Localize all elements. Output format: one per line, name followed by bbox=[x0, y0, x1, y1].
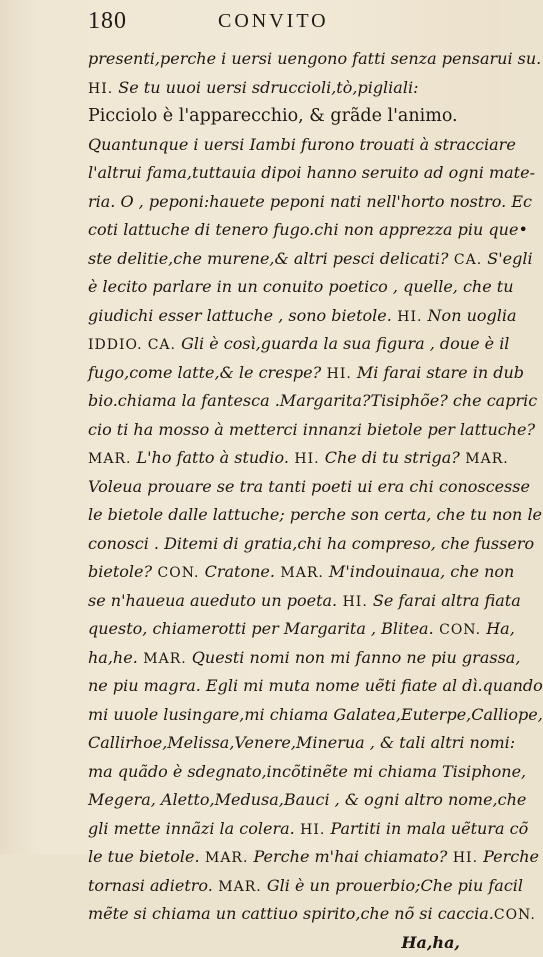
text-run: questo, chiamerotti per Margarita , Blitea. bbox=[88, 619, 434, 638]
text-run: Mi farai stare in dub bbox=[352, 363, 524, 382]
page-number: 180 bbox=[88, 8, 127, 35]
text-line bbox=[88, 501, 464, 530]
text-run: gli mette innãzi la colera. bbox=[88, 819, 295, 838]
text-run: l'altrui fama,tuttauia dipoi hanno seruito ad ogni mate- bbox=[88, 163, 535, 182]
text-line bbox=[88, 188, 464, 217]
speaker-label: HI. bbox=[392, 309, 423, 325]
text-run: Perche m'hai chiamato? bbox=[248, 847, 447, 866]
text-line bbox=[88, 102, 464, 131]
text-run: Quantunque i uersi Iambi furono trouati à stracciare bbox=[88, 135, 516, 154]
text-run: se n'haueua aueduto un poeta. bbox=[88, 591, 337, 610]
catchword: Ha,ha, bbox=[88, 929, 464, 957]
text-run: Se tu uuoi uersi sdruccioli,tò,pigliali: bbox=[113, 78, 418, 97]
text-line bbox=[88, 900, 464, 929]
text-line bbox=[88, 131, 464, 160]
speaker-label: MAR. bbox=[460, 451, 509, 467]
speaker-label: HI. bbox=[337, 594, 368, 610]
text-line bbox=[88, 45, 464, 74]
speaker-label: MAR. bbox=[88, 451, 131, 467]
text-run: Cratone. bbox=[200, 562, 275, 581]
text-run: Non uoglia bbox=[422, 306, 516, 325]
text-run: L'ho fatto à studio. bbox=[131, 448, 289, 467]
speaker-label: MAR. bbox=[213, 879, 262, 895]
page-header bbox=[88, 8, 460, 38]
text-line bbox=[88, 245, 464, 274]
text-run: ne piu magra. Egli mi muta nome uẽti fiate al dì.quando bbox=[88, 676, 543, 695]
text-line bbox=[88, 587, 464, 616]
speaker-label: CON. bbox=[152, 565, 199, 581]
text-run: ste delitie,che murene,& altri pesci delicati? bbox=[88, 249, 448, 268]
speaker-label: HI. bbox=[289, 451, 320, 467]
text-run: presenti,perche i uersi uengono fatti senza pensarui su. bbox=[88, 49, 541, 68]
text-line bbox=[88, 729, 464, 758]
text-line bbox=[88, 444, 464, 473]
text-line bbox=[88, 216, 464, 245]
text-run: le tue bietole. bbox=[88, 847, 200, 866]
text-line bbox=[88, 387, 464, 416]
text-line bbox=[88, 530, 464, 559]
text-run: M'indouinaua, che non bbox=[324, 562, 515, 581]
text-run: Gli è un prouerbio;Che piu facil bbox=[262, 876, 523, 895]
text-line bbox=[88, 672, 464, 701]
text-run: bietole? bbox=[88, 562, 152, 581]
text-line bbox=[88, 473, 464, 502]
text-run: cio ti ha mosso à metterci innanzi bietole per lattuche? bbox=[88, 420, 535, 439]
running-head: CONVITO bbox=[218, 10, 329, 33]
text-line bbox=[88, 416, 464, 445]
text-line bbox=[88, 843, 464, 872]
text-run: le bietole dalle lattuche; perche son certa, che tu non le bbox=[88, 505, 542, 524]
speaker-label: IDDIO. bbox=[88, 337, 143, 353]
text-run: coti lattuche di tenero fugo.chi non apprezza piu que• bbox=[88, 220, 528, 239]
text-run: Picciolo è l'apparecchio, & grãde l'animo. bbox=[88, 106, 458, 126]
text-run: Che di tu striga? bbox=[320, 448, 460, 467]
text-run: mi uuole lusingare,mi chiama Galatea,Euterpe,Calliope, bbox=[88, 705, 543, 724]
speaker-label: HI. bbox=[88, 81, 113, 97]
speaker-label: HI. bbox=[321, 366, 352, 382]
text-run: conosci . Ditemi di gratia,chi ha compreso, che fussero bbox=[88, 534, 534, 553]
text-run: giudichi esser lattuche , sono bietole. bbox=[88, 306, 392, 325]
text-run: Megera, Aletto,Medusa,Bauci , & ogni altro nome,che bbox=[88, 790, 526, 809]
text-line bbox=[88, 302, 464, 331]
text-run: tornasi adietro. bbox=[88, 876, 213, 895]
text-body bbox=[88, 45, 464, 957]
text-line bbox=[88, 786, 464, 815]
text-run: Questi nomi non mi fanno ne piu grassa, bbox=[187, 648, 521, 667]
text-run: Partiti in mala uẽtura cõ bbox=[325, 819, 528, 838]
text-line bbox=[88, 872, 464, 901]
text-line bbox=[88, 615, 464, 644]
text-run: fugo,come latte,& le crespe? bbox=[88, 363, 321, 382]
text-line bbox=[88, 330, 464, 359]
text-run: Ha, bbox=[481, 619, 515, 638]
text-line bbox=[88, 159, 464, 188]
speaker-label: HI. bbox=[447, 850, 478, 866]
speaker-label: CON. bbox=[494, 907, 536, 923]
text-run: ma quãdo è sdegnato,incõtinẽte mi chiama Tisiphone, bbox=[88, 762, 526, 781]
speaker-label: MAR. bbox=[200, 850, 249, 866]
speaker-label: CON. bbox=[434, 622, 481, 638]
text-line bbox=[88, 74, 464, 103]
text-run: Callirhoe,Melissa,Venere,Minerua , & tali altri nomi: bbox=[88, 733, 515, 752]
text-run: ha,he. bbox=[88, 648, 138, 667]
text-run: ria. O , peponi:hauete peponi nati nell'horto nostro. Ec bbox=[88, 192, 532, 211]
text-line bbox=[88, 558, 464, 587]
text-run: Gli è così,guarda la sua figura , doue è il bbox=[176, 334, 509, 353]
text-run: Perche bbox=[478, 847, 539, 866]
text-run: S'egli bbox=[482, 249, 532, 268]
text-run: Voleua prouare se tra tanti poeti ui era chi conoscesse bbox=[88, 477, 530, 496]
text-line bbox=[88, 701, 464, 730]
text-line bbox=[88, 273, 464, 302]
speaker-label: MAR. bbox=[275, 565, 324, 581]
text-line bbox=[88, 644, 464, 673]
text-line bbox=[88, 359, 464, 388]
text-line bbox=[88, 815, 464, 844]
text-run: Se farai altra fiata bbox=[368, 591, 521, 610]
text-run: bio.chiama la fantesca .Margarita?Tisiphõe? che capric bbox=[88, 391, 537, 410]
text-run: è lecito parlare in un conuito poetico , quelle, che tu bbox=[88, 277, 514, 296]
speaker-label: CA. bbox=[148, 337, 176, 353]
speaker-label: CA. bbox=[448, 252, 482, 268]
text-line bbox=[88, 758, 464, 787]
text-run: mẽte si chiama un cattiuo spirito,che nõ si caccia. bbox=[88, 904, 494, 923]
speaker-label: HI. bbox=[295, 822, 326, 838]
speaker-label: MAR. bbox=[138, 651, 187, 667]
